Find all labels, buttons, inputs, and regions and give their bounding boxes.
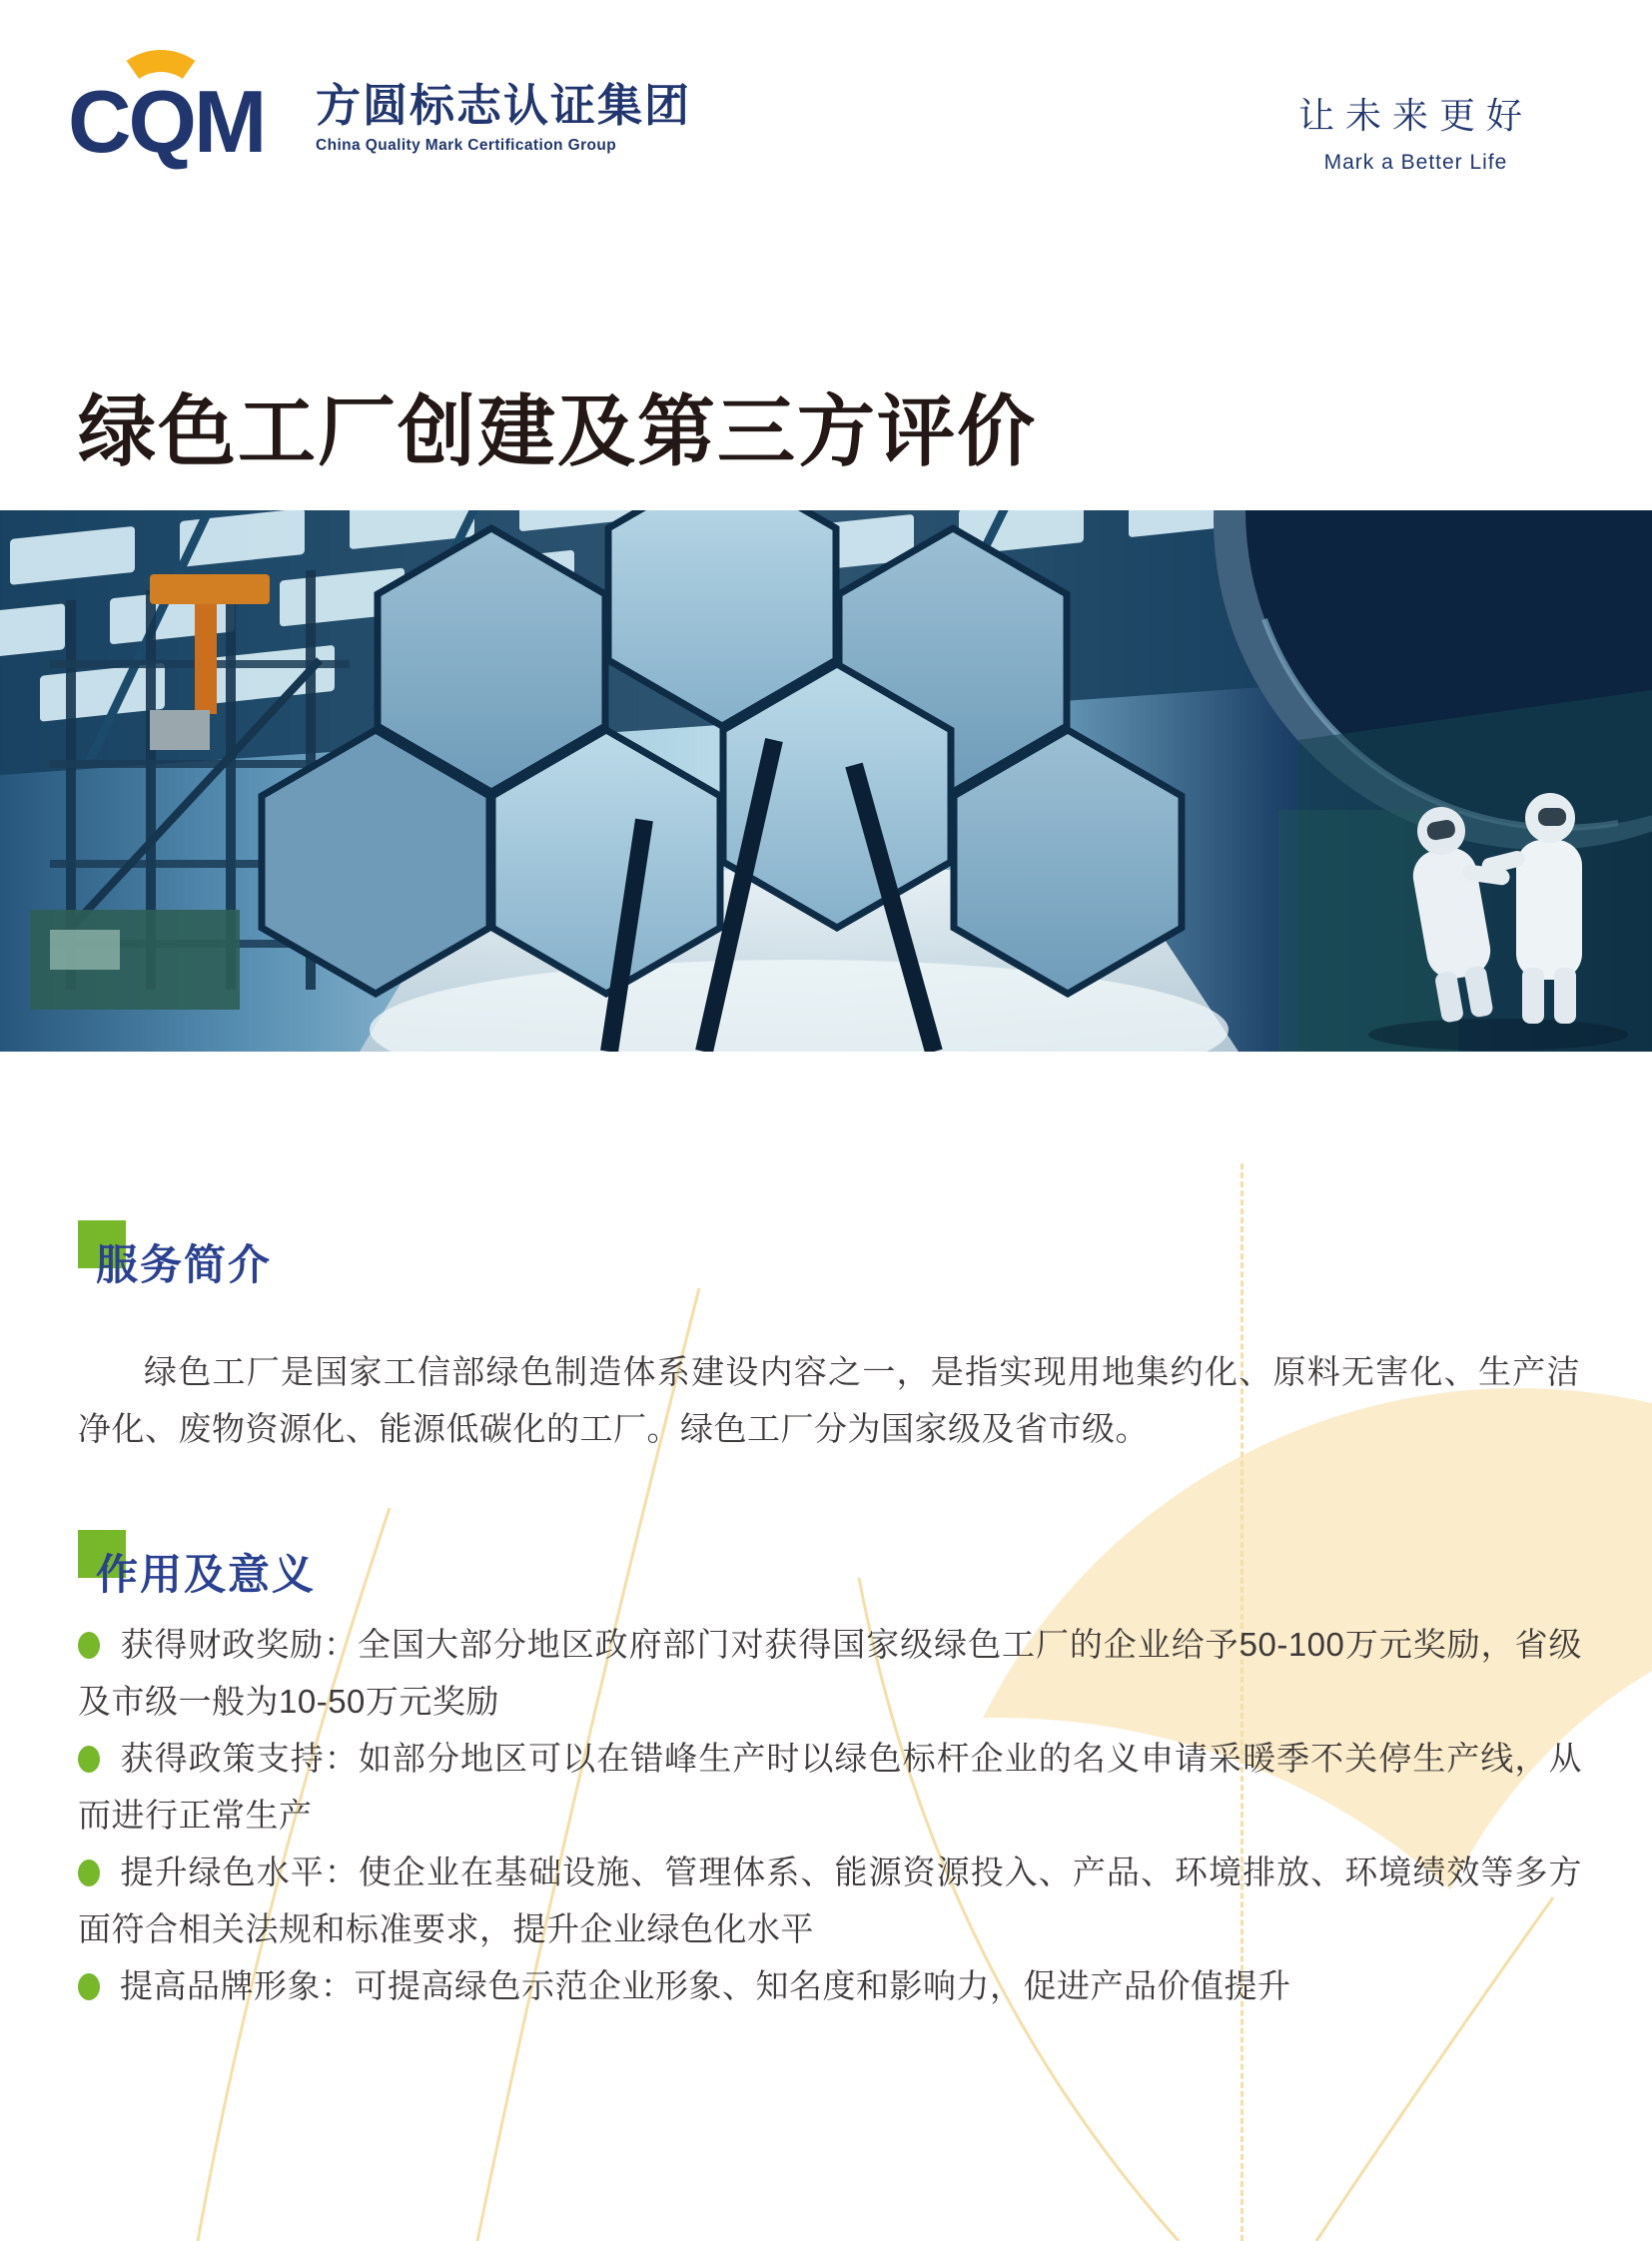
header xyxy=(0,0,1652,220)
page-title: 绿色工厂创建及第三方评价 xyxy=(78,387,1038,476)
slogan xyxy=(1298,88,1533,175)
bullet-text: 获得政策支持：如部分地区可以在错峰生产时以绿色标杆企业的名义申请采暖季不关停生产线，从而进行正常生产 xyxy=(78,1740,1582,1834)
slogan-cn: 让未来更好 xyxy=(1297,95,1533,136)
bullet-item xyxy=(78,1957,1582,2014)
bullet-text: 提高品牌形象：可提高绿色示范企业形象、知名度和影响力，促进产品价值提升 xyxy=(120,1967,1291,2004)
benefits-list xyxy=(78,1616,1582,2014)
cqm-logo xyxy=(68,66,691,170)
logo-names xyxy=(316,66,691,155)
section-benefits-heading xyxy=(78,1530,597,1610)
bullet-text: 提升绿色水平：使企业在基础设施、管理体系、能源资源投入、产品、环境排放、环境绩效等多方面符合相关法规和标准要求，提升企业绿色化水平 xyxy=(78,1854,1582,1947)
bullet-text: 获得财政奖励：全国大部分地区政府部门对获得国家级绿色工厂的企业给予50-100万元奖励，省级及市级一般为10-50万元奖励 xyxy=(78,1626,1582,1720)
section-title: 服务简介 xyxy=(96,1241,273,1288)
factory-photo xyxy=(0,510,1652,1052)
logo-name-en: China Quality Mark Certification Group xyxy=(316,137,617,154)
logo-name-cn: 方圆标志认证集团 xyxy=(316,80,692,131)
logo-acronym: CQM xyxy=(68,72,265,171)
bullet-item xyxy=(78,1730,1582,1844)
green-dot-icon xyxy=(78,1632,100,1659)
bullet-item xyxy=(78,1844,1582,1957)
intro-paragraph: 绿色工厂是国家工信部绿色制造体系建设内容之一，是指实现用地集约化、原料无害化、生产洁净化、废物资源化、能源低碳化的工厂。绿色工厂分为国家级及省市级。 xyxy=(78,1353,1580,1447)
green-dot-icon xyxy=(78,1973,100,2000)
section-title: 作用及意义 xyxy=(96,1551,317,1598)
green-dot-icon xyxy=(78,1860,100,1886)
section-intro-heading xyxy=(78,1220,597,1300)
bullet-item xyxy=(78,1616,1582,1730)
hexagonal-mirrors xyxy=(262,510,1182,994)
orange-crane xyxy=(150,574,270,604)
green-dot-icon xyxy=(78,1746,100,1773)
technicians xyxy=(1278,690,1652,1052)
logo-mark xyxy=(68,66,294,170)
slogan-en: Mark a Better Life xyxy=(1323,151,1508,174)
